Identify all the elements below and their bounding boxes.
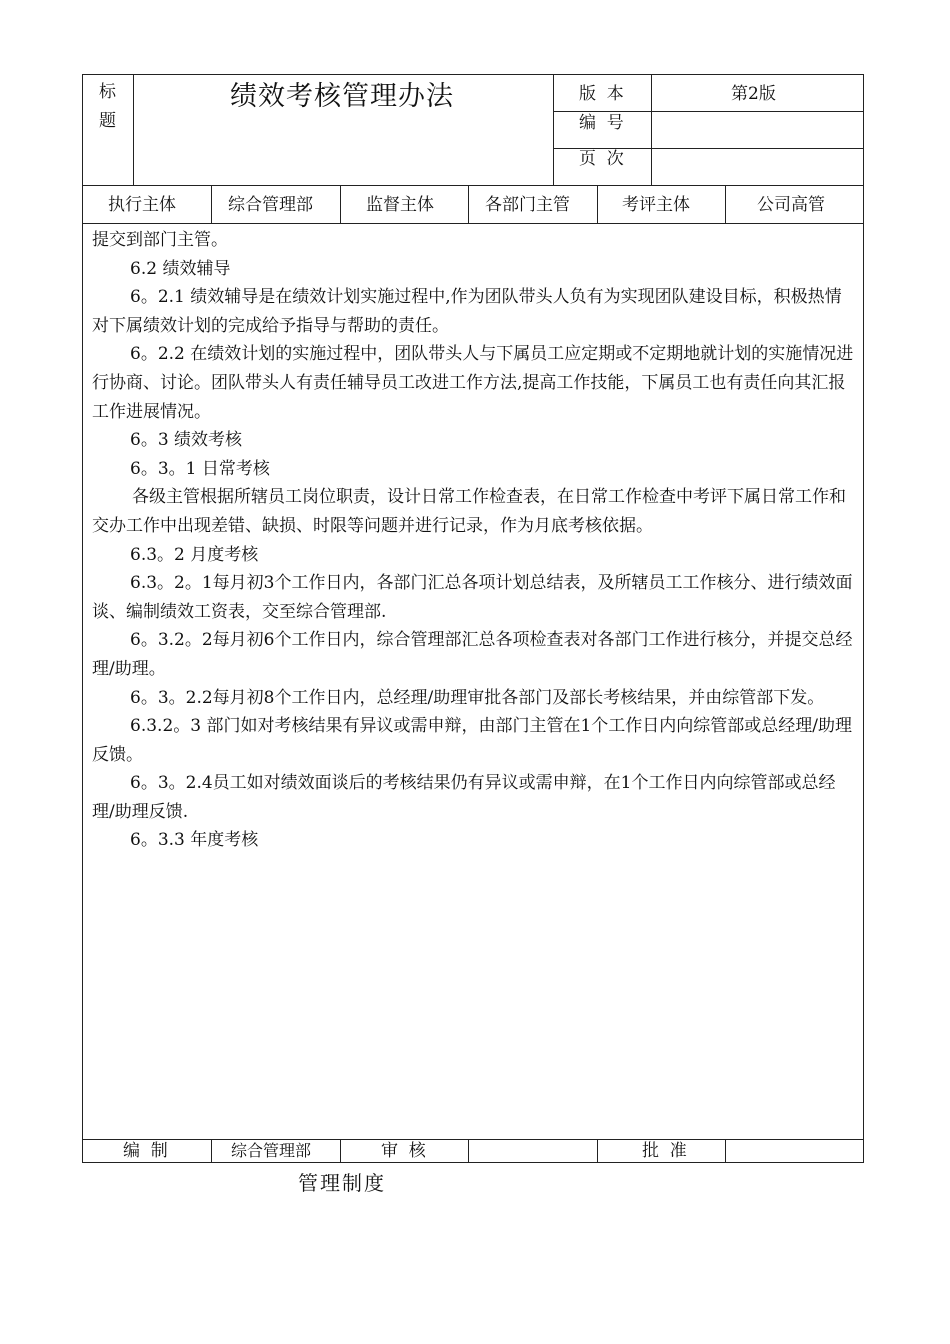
section-heading: 6.2 绩效辅导: [130, 258, 231, 279]
body-paragraph: 6。3。2.4员工如对绩效面谈后的考核结果仍有异议或需申辩，在1个工作日内向综管部或总经理/助理反馈.: [92, 773, 836, 822]
compile-value: 综合管理部: [231, 1141, 312, 1160]
review-subject-label: 考评主体: [622, 195, 690, 215]
body-paragraph: 6。3。2.2每月初8个工作日内，总经理/助理审批各部门及部长考核结果，并由综管部下发。: [130, 687, 825, 708]
number-label: 编 号: [579, 113, 624, 133]
body-paragraph: 6。2.1 绩效辅导是在绩效计划实施过程中,作为团队带头人负有为实现团队建设目标，积极热情对下属绩效计划的完成给予指导与帮助的责任。: [92, 287, 842, 336]
title-label: 题: [99, 111, 116, 131]
grid-line: [133, 74, 134, 186]
page-footer-caption: 管理制度: [298, 1171, 386, 1195]
compile-label: 编 制: [123, 1141, 168, 1161]
grid-line: [725, 1139, 726, 1163]
grid-line: [651, 74, 652, 186]
grid-line: [340, 185, 341, 223]
review-subject-value: 公司高管: [757, 195, 825, 215]
section-heading: 6。3.3 年度考核: [130, 830, 259, 851]
page-label: 页 次: [579, 149, 624, 169]
grid-line: [597, 185, 598, 223]
supervise-subject-label: 监督主体: [366, 195, 434, 215]
grid-line: [468, 185, 469, 223]
body-paragraph: 6。3.2。2每月初6个工作日内，综合管理部汇总各项检查表对各部门工作进行核分，并提交总经理/助理。: [92, 630, 853, 679]
grid-line: [597, 1139, 598, 1163]
grid-line: [211, 185, 212, 223]
supervise-subject-value: 各部门主管: [485, 195, 570, 215]
body-paragraph: 6。2.2 在绩效计划的实施过程中，团队带头人与下属员工应定期或不定期地就计划的实施情况进行协商、讨论。团队带头人有责任辅导员工改进工作方法,提高工作技能，下属员工也有责任向其汇报工作进展情况。: [92, 344, 854, 422]
document-body: [92, 226, 858, 855]
title-label: 标: [99, 82, 116, 102]
grid-line: [468, 1139, 469, 1163]
grid-line: [82, 1139, 864, 1140]
approve-label: 批 准: [642, 1141, 687, 1161]
grid-line: [211, 1139, 212, 1163]
exec-subject-label: 执行主体: [108, 195, 176, 215]
section-heading: 6。3。1 日常考核: [130, 458, 270, 479]
document-title: 绩效考核管理办法: [230, 81, 454, 112]
body-paragraph: 各级主管根据所辖员工岗位职责，设计日常工作检查表，在日常工作检查中考评下属日常工作和交办工作中出现差错、缺损、时限等问题并进行记录，作为月底考核依据。: [92, 487, 846, 536]
grid-line: [553, 74, 554, 186]
section-heading: 6。3 绩效考核: [130, 430, 243, 451]
grid-line: [725, 185, 726, 223]
version-label: 版 本: [579, 84, 624, 104]
exec-subject-value: 综合管理部: [228, 195, 313, 215]
grid-line: [82, 185, 864, 186]
body-paragraph: 6.3。2。1每月初3个工作日内，各部门汇总各项计划总结表，及所辖员工工作核分、进行绩效面谈、编制绩效工资表，交至综合管理部.: [92, 573, 853, 622]
body-paragraph: 提交到部门主管。: [92, 230, 228, 250]
grid-line: [340, 1139, 341, 1163]
audit-label: 审 核: [381, 1141, 426, 1161]
version-value: 第2版: [731, 84, 776, 104]
grid-line: [82, 223, 864, 224]
body-paragraph: 6.3.2。3 部门如对考核结果有异议或需申辩，由部门主管在1个工作日内向综管部或总经理/助理反馈。: [92, 716, 853, 765]
section-heading: 6.3。2 月度考核: [130, 544, 259, 565]
